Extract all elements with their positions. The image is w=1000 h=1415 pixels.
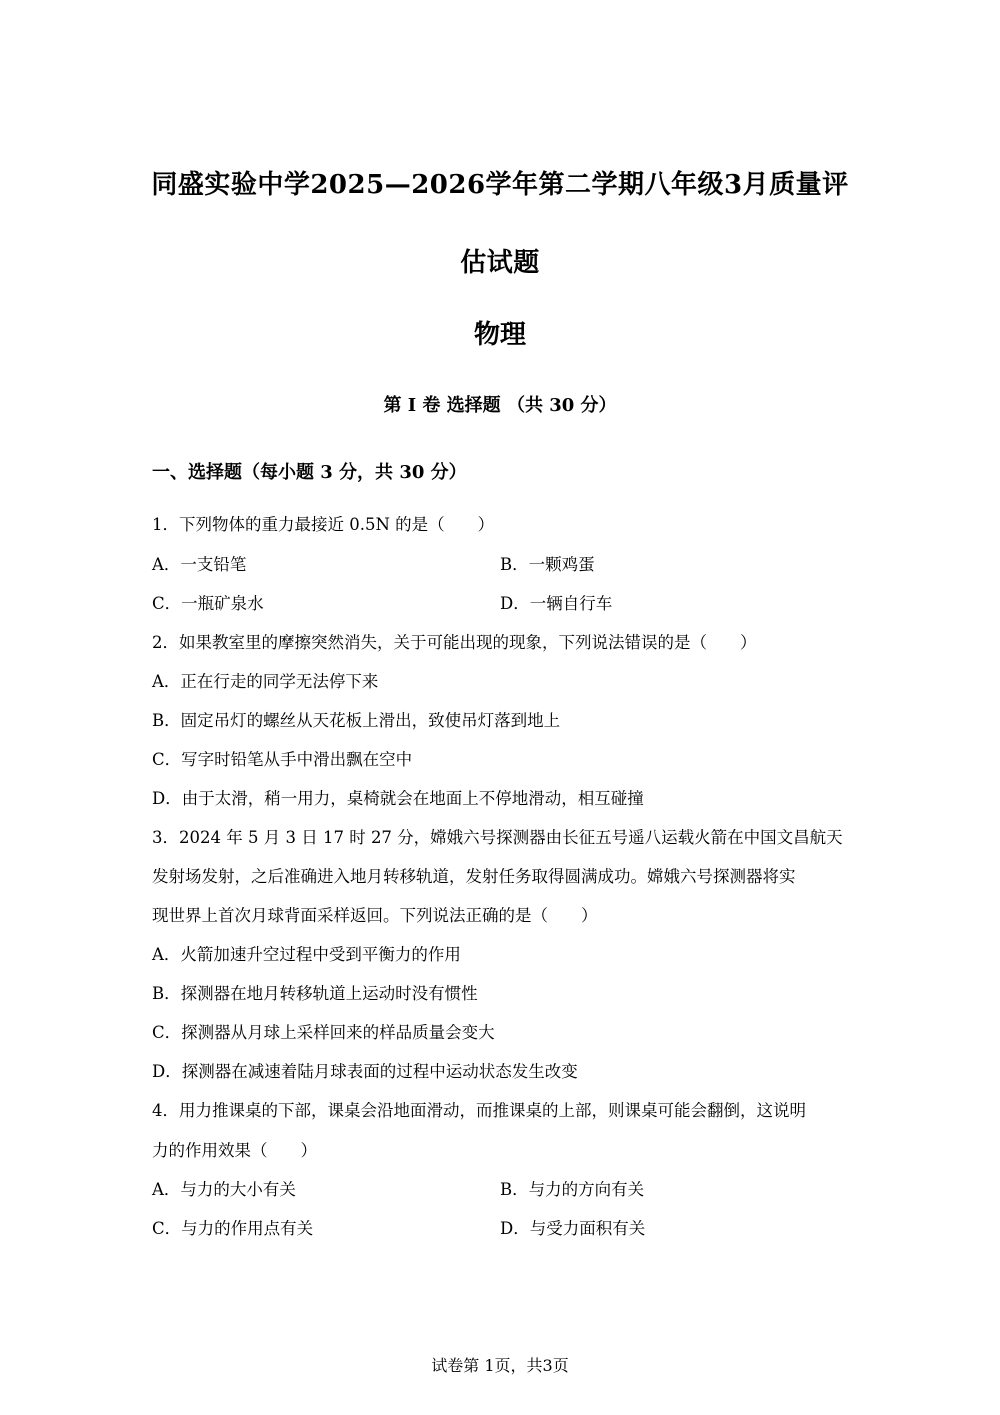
question-3-option-d: D．探测器在减速着陆月球表面的过程中运动状态发生改变 <box>152 1062 578 1081</box>
subject-heading: 物理 <box>473 320 526 350</box>
question-3-stem-line1: 3．2024 年 5 月 3 日 17 时 27 分，嫦娥六号探测器由长征五号遥八运载火箭在中国文昌航天 <box>152 828 843 847</box>
question-1-option-a: A．一支铅笔 <box>152 555 247 574</box>
question-1-option-c: C．一瓶矿泉水 <box>152 594 264 613</box>
question-3-option-a: A．火箭加速升空过程中受到平衡力的作用 <box>152 945 461 964</box>
exam-title-line1: 同盛实验中学2025—2026学年第二学期八年级3月质量评 <box>151 170 849 200</box>
exam-title-line2: 估试题 <box>460 248 540 278</box>
question-2-option-b: B．固定吊灯的螺丝从天花板上滑出，致使吊灯落到地上 <box>152 711 561 730</box>
question-4-option-a: A．与力的大小有关 <box>152 1180 296 1199</box>
question-2-option-d: D．由于太滑，稍一用力，桌椅就会在地面上不停地滑动，相互碰撞 <box>152 789 644 808</box>
question-4-stem-line2: 力的作用效果（ ） <box>152 1141 317 1160</box>
question-2-option-a: A．正在行走的同学无法停下来 <box>152 672 379 691</box>
question-4-option-d: D．与受力面积有关 <box>500 1219 646 1238</box>
question-1-stem: 1．下列物体的重力最接近 0.5N 的是（ ） <box>152 515 495 534</box>
question-3-stem-line2: 发射场发射，之后准确进入地月转移轨道，发射任务取得圆满成功。嫦娥六号探测器将实 <box>152 867 796 886</box>
question-1-option-b: B．一颗鸡蛋 <box>500 555 595 574</box>
question-3-option-b: B．探测器在地月转移轨道上运动时没有惯性 <box>152 984 478 1003</box>
question-4-stem-line1: 4．用力推课桌的下部，课桌会沿地面滑动，而推课桌的上部，则课桌可能会翻倒，这说明 <box>152 1101 806 1120</box>
question-4-option-c: C．与力的作用点有关 <box>152 1219 314 1238</box>
question-1-option-d: D．一辆自行车 <box>500 594 613 613</box>
section-heading: 一、选择题（每小题 3 分，共 30 分） <box>152 462 467 483</box>
question-2-option-c: C．写字时铅笔从手中滑出飘在空中 <box>152 750 413 769</box>
volume-heading: 第 I 卷 选择题 （共 30 分） <box>383 395 617 416</box>
question-3-option-c: C．探测器从月球上采样回来的样品质量会变大 <box>152 1023 495 1042</box>
page-footer: 试卷第 1页，共3页 <box>431 1356 569 1375</box>
question-2-stem: 2．如果教室里的摩擦突然消失，关于可能出现的现象，下列说法错误的是（ ） <box>152 633 757 652</box>
question-4-option-b: B．与力的方向有关 <box>500 1180 645 1199</box>
question-3-stem-line3: 现世界上首次月球背面采样返回。下列说法正确的是（ ） <box>152 906 598 925</box>
